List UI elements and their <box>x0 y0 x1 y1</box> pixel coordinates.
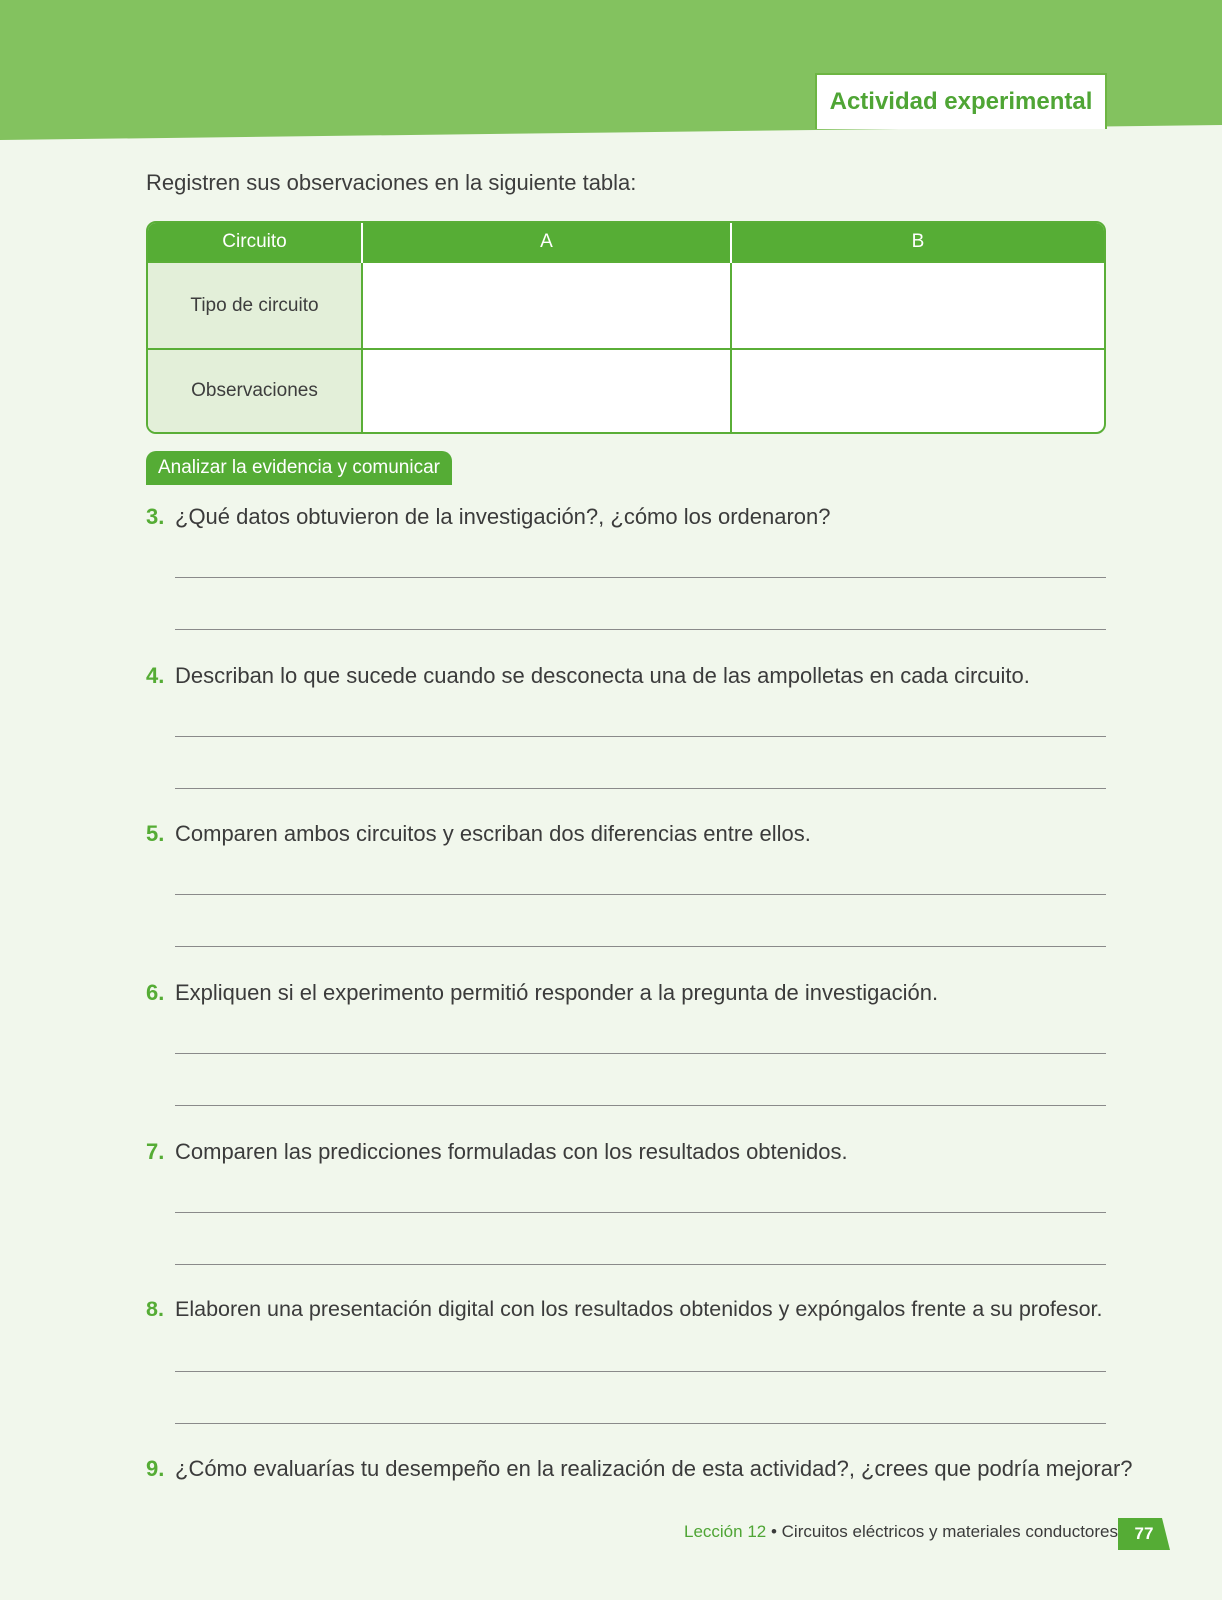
row-header-circuit-type: Tipo de circuito <box>148 262 362 349</box>
answer-line[interactable] <box>175 1371 1106 1372</box>
answer-line[interactable] <box>175 629 1106 630</box>
row-header-observations: Observaciones <box>148 349 362 432</box>
question-text: ¿Qué datos obtuvieron de la investigación?, ¿cómo los ordenaron? <box>175 504 831 529</box>
question-6 <box>146 980 938 1006</box>
answer-line[interactable] <box>175 1105 1106 1106</box>
question-text: Describan lo que sucede cuando se desconecta una de las ampolletas en cada circuito. <box>175 663 1030 688</box>
question-5 <box>146 821 811 847</box>
column-header-b: B <box>731 223 1104 262</box>
table-instruction: Registren sus observaciones en la siguiente tabla: <box>146 170 637 195</box>
question-number: 3. <box>146 504 165 529</box>
column-header-circuit: Circuito <box>148 223 362 262</box>
question-text: Elaboren una presentación digital con los resultados obtenidos y expóngalos frente a su profesor. <box>175 1297 1103 1321</box>
question-number: 7. <box>146 1139 165 1164</box>
question-7 <box>146 1139 848 1165</box>
answer-line[interactable] <box>175 946 1106 947</box>
answer-line[interactable] <box>175 1264 1106 1265</box>
question-text: Expliquen si el experimento permitió responder a la pregunta de investigación. <box>175 980 939 1005</box>
question-4 <box>146 663 1030 689</box>
page-footer <box>684 1522 1118 1542</box>
lesson-label: Lección 12 <box>684 1522 767 1541</box>
answer-line[interactable] <box>175 788 1106 789</box>
question-text: Comparen las predicciones formuladas con los resultados obtenidos. <box>175 1139 848 1164</box>
answer-line[interactable] <box>175 577 1106 578</box>
question-number: 8. <box>146 1297 164 1321</box>
cell-circuit-type-a[interactable] <box>362 262 731 349</box>
answer-line[interactable] <box>175 1423 1106 1424</box>
question-text: ¿Cómo evaluarías tu desempeño en la realización de esta actividad?, ¿crees que podría mejorar? <box>175 1456 1133 1481</box>
question-3 <box>146 504 831 530</box>
observations-table <box>146 221 1106 434</box>
footer-separator: • <box>766 1522 782 1541</box>
page-number-badge <box>1118 1518 1170 1550</box>
answer-line[interactable] <box>175 1053 1106 1054</box>
question-text: Comparen ambos circuitos y escriban dos diferencias entre ellos. <box>175 821 811 846</box>
answer-line[interactable] <box>175 736 1106 737</box>
question-number: 6. <box>146 980 165 1005</box>
column-header-a: A <box>362 223 731 262</box>
cell-observations-b[interactable] <box>731 349 1104 432</box>
cell-circuit-type-b[interactable] <box>731 262 1104 349</box>
page-number: 77 <box>1134 1524 1154 1543</box>
answer-line[interactable] <box>175 1212 1106 1213</box>
question-9 <box>146 1456 1133 1482</box>
question-number: 5. <box>146 821 165 846</box>
cell-observations-a[interactable] <box>362 349 731 432</box>
section-tab: Analizar la evidencia y comunicar <box>146 451 452 485</box>
lesson-title: Circuitos eléctricos y materiales conductores <box>781 1522 1118 1541</box>
activity-type-tag: Actividad experimental <box>815 73 1107 129</box>
question-number: 4. <box>146 663 165 688</box>
question-number: 9. <box>146 1456 165 1481</box>
question-8 <box>146 1297 1103 1322</box>
answer-line[interactable] <box>175 894 1106 895</box>
